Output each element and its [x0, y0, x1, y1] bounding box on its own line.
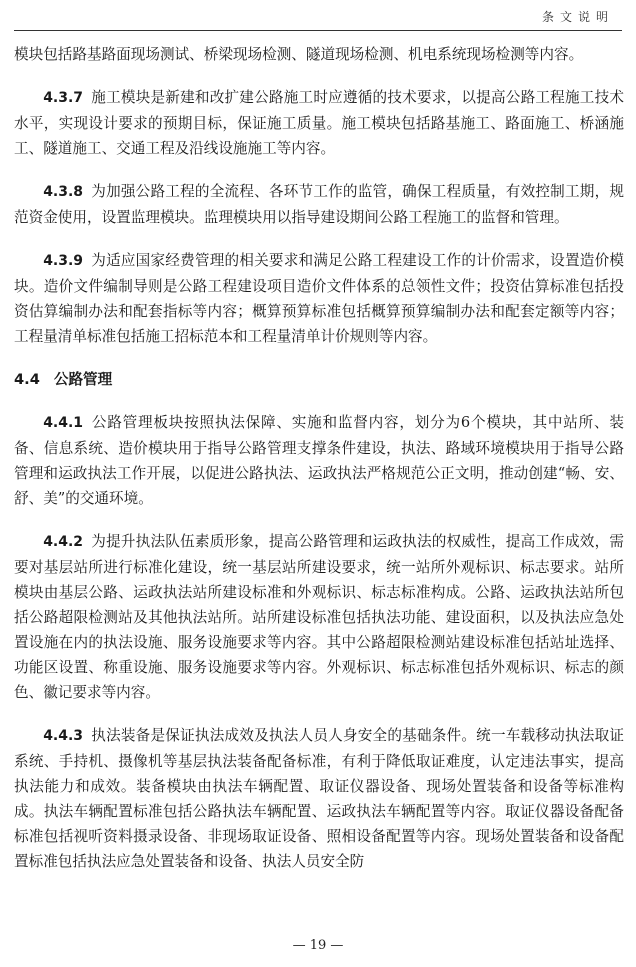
clause-4-3-7	[14, 85, 624, 161]
document-body	[14, 42, 624, 874]
header-rule	[14, 30, 622, 31]
clause-text: 执法装备是保证执法成效及执法人员人身安全的基础条件。统一车载移动执法取证系统、手持机、摄像机等基层执法装备配备标准，有利于降低取证难度，认定违法事实，提高执法能力和成效。装备模块由执法车辆配置、取证仪器设备、现场处置装备和设备等标准构成。执法车辆配置标准包括公路执法车辆配置、运政执法车辆配置等内容。取证仪器设备配备标准包括视听资料摄录设备、非现场取证设备、照相设备配置等内容。现场处置装备和设备配置标准包括执法应急处置装备和设备、执法人员安全防	[14, 727, 624, 870]
clause-number: 4.4.3	[43, 728, 84, 744]
clause-text: 公路管理板块按照执法保障、实施和监督内容，划分为6个模块，其中站所、装备、信息系统、造价模块用于指导公路管理支撑条件建设，执法、路域环境模块用于指导公路管理和运政执法工作开展，以促进公路执法、运政执法严格规范公正文明，推动创建“畅、安、舒、美”的交通环境。	[14, 414, 624, 507]
header-label: 条文说明	[541, 10, 614, 24]
clause-4-4-2	[14, 529, 624, 705]
section-heading	[14, 367, 624, 392]
clause-4-4-1	[14, 410, 624, 511]
clause-number: 4.3.8	[43, 184, 84, 200]
section-number: 4.4	[14, 371, 40, 388]
paragraph-continued: 模块包括路基路面现场测试、桥梁现场检测、隧道现场检测、机电系统现场检测等内容。	[14, 46, 584, 63]
clause-text: 施工模块是新建和改扩建公路施工时应遵循的技术要求，以提高公路工程施工技术水平，实现设计要求的预期目标，保证施工质量。施工模块包括路基施工、路面施工、桥涵施工、隧道施工、交通工程及沿线设施施工等内容。	[14, 89, 624, 157]
clause-number: 4.3.7	[43, 90, 84, 106]
clause-4-4-3	[14, 723, 624, 874]
clause-text: 为加强公路工程的全流程、各环节工作的监管，确保工程质量，有效控制工期，规范资金使用，设置监理模块。监理模块用以指导建设期间公路工程施工的监督和管理。	[14, 183, 624, 226]
clause-number: 4.3.9	[43, 253, 84, 269]
clause-number: 4.4.1	[43, 415, 84, 431]
page-header	[0, 0, 636, 34]
section-title: 公路管理	[53, 371, 113, 388]
page-number: — 19 —	[292, 938, 344, 953]
clause-number: 4.4.2	[43, 534, 84, 550]
clause-text: 为提升执法队伍素质形象，提高公路管理和运政执法的权威性，提高工作成效，需要对基层站所进行标准化建设，统一基层站所建设要求，统一站所外观标识、标志要求。站所模块由基层公路、运政执法站所建设标准和外观标识、标志标准构成。公路、运政执法站所包括公路超限检测站及其他执法站所。站所建设标准包括执法功能、建设面积，以及执法应急处置设施在内的执法设施、服务设施要求等内容。其中公路超限检测站建设标准包括站址选择、功能区设置、称重设施、服务设施要求等内容。外观标识、标志标准包括外观标识、标志的颜色、徽记要求等内容。	[14, 533, 624, 701]
clause-4-3-9	[14, 248, 624, 349]
clause-4-3-8	[14, 179, 624, 230]
clause-text: 为适应国家经费管理的相关要求和满足公路工程建设工作的计价需求，设置造价模块。造价文件编制导则是公路工程建设项目造价文件体系的总领性文件；投资估算标准包括投资估算编制办法和配套指标等内容；概算预算标准包括概算预算编制办法和配套定额等内容；工程量清单标准包括施工招标范本和工程量清单计价规则等内容。	[14, 252, 624, 345]
